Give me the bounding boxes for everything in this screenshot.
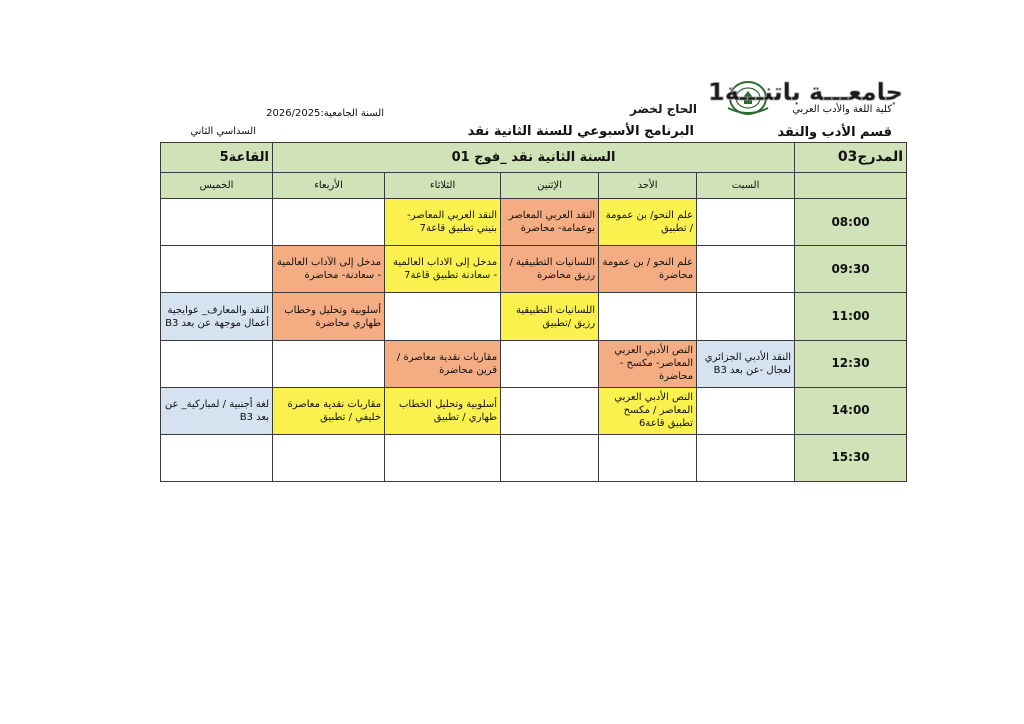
time-slot: 14:00 xyxy=(795,387,907,434)
program-title: البرنامج الأسبوعي للسنة الثانية نقد xyxy=(467,124,694,139)
day-header-wednesday: الأربعاء xyxy=(273,173,385,199)
class-cell-sunday: علم النحو/ بن عمومة / تطبيق xyxy=(599,199,697,246)
class-cell-wednesday xyxy=(273,434,385,481)
day-header-saturday: السبت xyxy=(697,173,795,199)
class-cell-monday: اللسانيات التطبيقية رزيق /تطبيق xyxy=(501,293,599,340)
svg-text:الحاج لخضر: الحاج لخضر xyxy=(630,102,698,116)
class-cell-wednesday: مدخل إلى الآداب العالمية - سعادنة- محاضرة xyxy=(273,246,385,293)
class-cell-monday xyxy=(501,434,599,481)
day-header-thursday: الخميس xyxy=(161,173,273,199)
timetable-row xyxy=(161,293,907,340)
class-cell-monday xyxy=(501,387,599,434)
class-cell-sunday: علم النحو / بن عمومة محاضرة xyxy=(599,246,697,293)
class-cell-sunday: النص الأدبي العربي المعاصر / مكسح تطبيق قاعة6 xyxy=(599,387,697,434)
class-cell-saturday xyxy=(697,434,795,481)
timetable-row xyxy=(161,434,907,481)
time-slot: 12:30 xyxy=(795,340,907,387)
class-cell-saturday: النقد الأدبي الجزائري لعجال -عن بعد B3 xyxy=(697,340,795,387)
class-cell-tuesday: النقد العربي المعاصر- بنيني تطبيق قاعة7 xyxy=(385,199,501,246)
class-cell-wednesday xyxy=(273,199,385,246)
timetable-row xyxy=(161,246,907,293)
class-cell-sunday: النص الأدبي العربي المعاصر- مكسح - محاضرة xyxy=(599,340,697,387)
group-title: السنة الثانية نقد _فوج 01 xyxy=(273,143,795,173)
time-slot: 11:00 xyxy=(795,293,907,340)
weekly-timetable xyxy=(160,142,907,482)
time-slot: 15:30 xyxy=(795,434,907,481)
class-cell-thursday xyxy=(161,199,273,246)
department-name: قسم الأدب والنقد xyxy=(777,125,892,140)
day-header-monday: الإثنين xyxy=(501,173,599,199)
class-cell-saturday xyxy=(697,387,795,434)
class-cell-tuesday: أسلوبية وتحليل الخطاب طهاري / تطبيق xyxy=(385,387,501,434)
timetable-row xyxy=(161,199,907,246)
class-cell-monday: اللسانيات التطبيقية / رزيق محاضرة xyxy=(501,246,599,293)
class-cell-monday xyxy=(501,340,599,387)
timetable-row xyxy=(161,387,907,434)
day-header-empty xyxy=(795,173,907,199)
class-cell-sunday xyxy=(599,434,697,481)
time-slot: 09:30 xyxy=(795,246,907,293)
class-cell-saturday xyxy=(697,293,795,340)
class-cell-tuesday xyxy=(385,293,501,340)
day-header-sunday: الأحد xyxy=(599,173,697,199)
amphitheater-label: المدرج03 xyxy=(795,143,907,173)
class-cell-wednesday xyxy=(273,340,385,387)
class-cell-thursday: لغة أجنبية / لمباركية_ عن بعد B3 xyxy=(161,387,273,434)
timetable-row xyxy=(161,340,907,387)
room-label: القاعة5 xyxy=(161,143,273,173)
class-cell-saturday xyxy=(697,199,795,246)
class-cell-thursday: النقد والمعارف_ عوايجية أعمال موجهة عن بعد B3 xyxy=(161,293,273,340)
university-subname-logo xyxy=(540,96,698,118)
class-cell-wednesday: أسلوبية وتحليل وخطاب طهاري محاضرة xyxy=(273,293,385,340)
class-cell-wednesday: مقاربات نقدية معاصرة خليفي / تطبيق xyxy=(273,387,385,434)
class-cell-saturday xyxy=(697,246,795,293)
faculty-name: كلية اللغة والأدب العربي xyxy=(792,104,892,115)
academic-year: السنة الجامعية:2026/2025 xyxy=(266,108,384,119)
class-cell-tuesday xyxy=(385,434,501,481)
class-cell-thursday xyxy=(161,434,273,481)
class-cell-tuesday: مدخل إلى الاداب العالمية - سعادنة تطبيق قاعة7 xyxy=(385,246,501,293)
class-cell-tuesday: مقاربات نقدية معاصرة / قرين محاضرة xyxy=(385,340,501,387)
class-cell-thursday xyxy=(161,246,273,293)
class-cell-sunday xyxy=(599,293,697,340)
semester: السداسي الثاني xyxy=(190,126,256,137)
class-cell-thursday xyxy=(161,340,273,387)
class-cell-monday: النقد العربي المعاصر بوعمامة- محاضرة xyxy=(501,199,599,246)
time-slot: 08:00 xyxy=(795,199,907,246)
svg-text:جامعـــة باتنـــة1: جامعـــة باتنـــة1 xyxy=(708,78,903,106)
day-header-tuesday: الثلاثاء xyxy=(385,173,501,199)
